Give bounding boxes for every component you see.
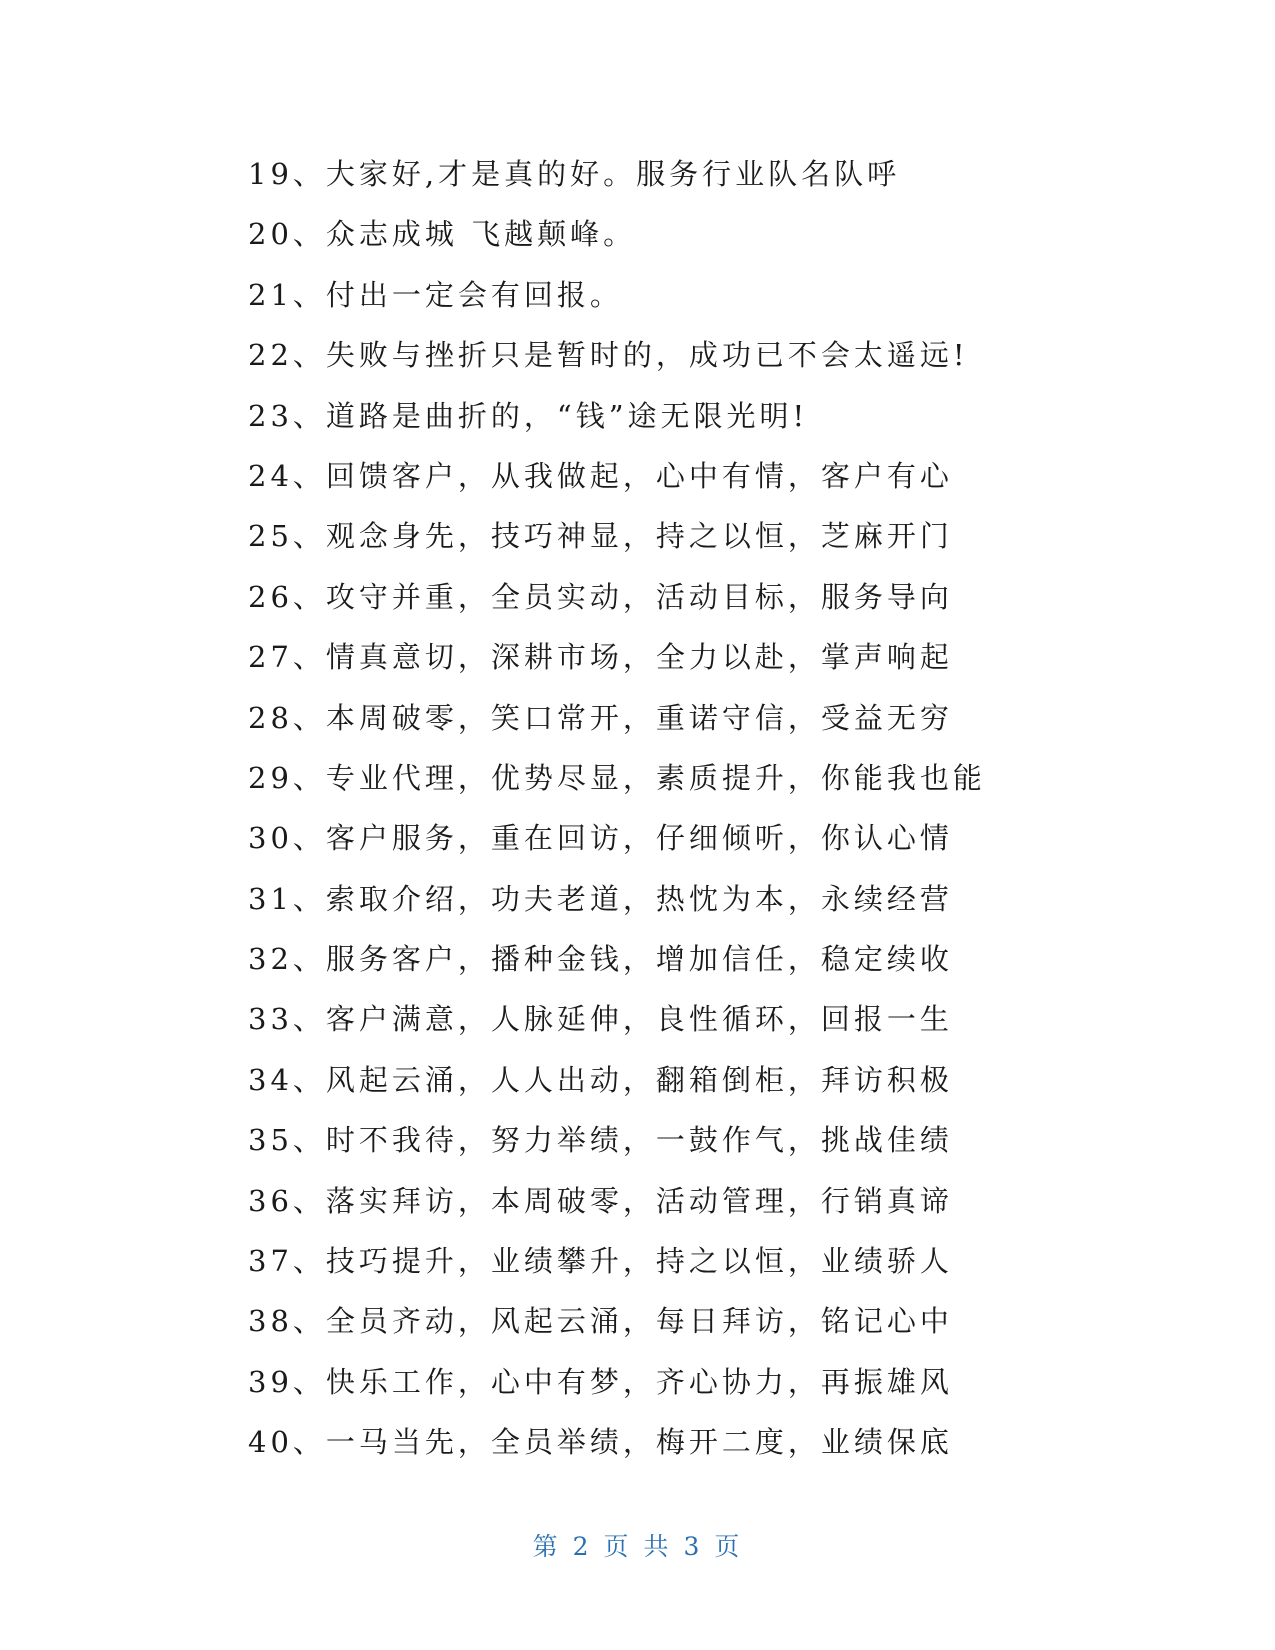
- list-item: 30、客户服务，重在回访，仔细倾听，你认心情: [248, 821, 953, 856]
- list-item: 23、道路是曲折的，“钱”途无限光明!: [248, 398, 809, 433]
- page-number-suffix: 页: [714, 1532, 743, 1561]
- list-item: 25、观念身先，技巧神显，持之以恒，芝麻开门: [248, 519, 953, 554]
- list-item: 33、客户满意，人脉延伸，良性循环，回报一生: [248, 1002, 953, 1037]
- list-item: 36、落实拜访，本周破零，活动管理，行销真谛: [248, 1183, 953, 1218]
- list-item: 38、全员齐动，风起云涌，每日拜访，铭记心中: [248, 1304, 953, 1339]
- list-item: 40、一马当先，全员举绩，梅开二度，业绩保底: [248, 1425, 953, 1460]
- list-item: 24、回馈客户，从我做起，心中有情，客户有心: [248, 458, 953, 493]
- list-item: 39、快乐工作，心中有梦，齐心协力，再振雄风: [248, 1364, 953, 1399]
- list-item: 26、攻守并重，全员实动，活动目标，服务导向: [248, 579, 953, 614]
- list-item: 34、风起云涌，人人出动，翻箱倒柜，拜访积极: [248, 1062, 953, 1097]
- list-item: 31、索取介绍，功夫老道，热忱为本，永续经营: [248, 881, 953, 916]
- page-footer: [0, 1527, 1275, 1563]
- page-word: 页: [603, 1532, 632, 1561]
- list-item: 27、情真意切，深耕市场，全力以赴，掌声响起: [248, 640, 953, 675]
- list-item: 37、技巧提升，业绩攀升，持之以恒，业绩骄人: [248, 1244, 953, 1279]
- page-number-prefix: 第: [532, 1532, 561, 1561]
- list-item: 20、众志成城 飞越颠峰。: [248, 217, 637, 252]
- list-item: 21、付出一定会有回报。: [248, 277, 623, 312]
- total-word: 共: [643, 1532, 672, 1561]
- list-item: 28、本周破零，笑口常开，重诺守信，受益无穷: [248, 700, 953, 735]
- list-item: 35、时不我待，努力举绩，一鼓作气，挑战佳绩: [248, 1123, 953, 1158]
- list-item: 22、失败与挫折只是暂时的，成功已不会太遥远!: [248, 338, 969, 373]
- total-pages-number: 3: [683, 1532, 703, 1561]
- list-item: 29、专业代理，优势尽显，素质提升，你能我也能: [248, 760, 986, 795]
- slogan-list: [248, 144, 1148, 1473]
- list-item: 19、大家好,才是真的好。服务行业队名队呼: [248, 157, 901, 191]
- list-item: 32、服务客户，播种金钱，增加信任，稳定续收: [248, 942, 953, 977]
- current-page-number: 2: [572, 1532, 592, 1561]
